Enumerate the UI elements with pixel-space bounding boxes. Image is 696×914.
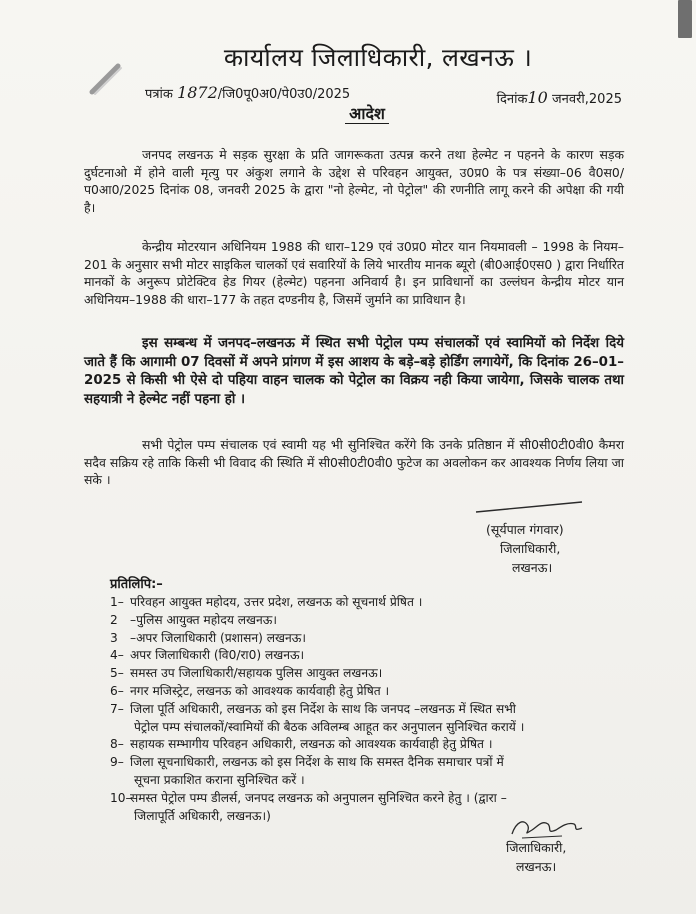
copy-to-list xyxy=(110,594,610,825)
signature-stroke xyxy=(474,500,584,514)
list-item: 10– समस्त पेट्रोल पम्प डीलर्स, जनपद लखनऊ को अनुपालन सुनिश्चित करने हेतु । (द्वारा – xyxy=(110,790,507,805)
list-item: 6– नगर मजिस्ट्रेट, लखनऊ को आवश्यक कार्यवाही हेतु प्रेषित । xyxy=(110,683,390,698)
handwritten-ref-number: 1872 xyxy=(177,83,218,102)
paragraph-3-directive: इस सम्बन्ध में जनपद–लखनऊ में स्थित सभी पेट्रोल पम्प संचालकों एवं स्वामियों को निर्देश दिये जाते हैं कि आगामी 07 दिवसों में अपने प्रांगण में इस आशय के बड़े–बड़े होर्डिंग लगायेगें, कि दिनांक 26–01–2025 से किसी भी ऐसे दो पहिया वाहन चालक को पेट्रोल का विक्रय नही किया जायेगा, जिसके चालक तथा सहयात्री ने हेल्मेट नहीं पहना हो । xyxy=(84,336,624,407)
reference-number: पत्रांक 1872/जि0पू0अ0/पे0उ0/2025 xyxy=(145,83,351,102)
list-item-continuation: जिलापूर्ति अधिकारी, लखनऊ।) xyxy=(134,808,271,823)
copy-to-label: प्रतिलिपि:– xyxy=(110,577,163,592)
list-item: 5– समस्त उप जिलाधिकारी/सहायक पुलिस आयुक्त लखनऊ। xyxy=(110,666,383,681)
handwritten-date-day: 10 xyxy=(527,88,548,107)
signatory-place: लखनऊ। xyxy=(516,859,557,874)
signatory-name: (सूर्यपाल गंगवार) xyxy=(486,522,564,537)
signature-block-1 xyxy=(486,520,564,577)
office-heading: कार्यालय जिलाधिकारी, लखनऊ । xyxy=(223,43,533,72)
list-item: 4– अपर जिलाधिकारी (वि0/रा0) लखनऊ। xyxy=(110,648,305,663)
paragraph-4: सभी पेट्रोल पम्प संचालक एवं स्वामी यह भी सुनिश्चित करेंगे कि उनके प्रतिष्ठान में सी0सी0टी0वी0 कैमरा सदैव सक्रिय रहे ताकि किसी भी विवाद की स्थिति में सी0सी0टी0वी0 फुटेज का अवलोकन कर आवश्यक निर्णय लिया जा सके । xyxy=(84,437,624,488)
order-date: दिनांक10 जनवरी,2025 xyxy=(496,88,622,107)
page-edge-mark xyxy=(678,0,692,38)
list-item: 8– सहायक सम्भागीय परिवहन अधिकारी, लखनऊ को आवश्यक कार्यवाही हेतु प्रेषित । xyxy=(110,737,493,752)
list-item-continuation: सूचना प्रकाशित कराना सुनिश्चित करें । xyxy=(134,772,305,787)
paragraph-2: केन्द्रीय मोटरयान अधिनियम 1988 की धारा–129 एवं उ0प्र0 मोटर यान नियमावली – 1998 के नियम–201 के अनुसार सभी मोटर साइकिल चालकों एवं सवारियों के लिये भारतीय मानक ब्यूरो (बी0आई0एस0 ) द्वारा निर्धारित मानकों के अनुरूप प्रोटेक्टिव हेड गियर (हेल्मेट) पहनना अनिवार्य है। इन प्राविधानों का उल्लंघन केन्द्रीय मोटर यान अधिनियम–1988 की धारा–177 के तहत दण्डनीय है, जिसमें जुर्माने का प्राविधान है। xyxy=(84,239,624,307)
signature-block-2 xyxy=(506,838,566,876)
list-item: 2 –पुलिस आयुक्त महोदय लखनऊ। xyxy=(110,612,277,627)
list-item: 7– जिला पूर्ति अधिकारी, लखनऊ को इस निर्देश के साथ कि जनपद –लखनऊ में स्थित सभी xyxy=(110,701,516,716)
list-item: 9– जिला सूचनाधिकारी, लखनऊ को इस निर्देश के साथ कि समस्त दैनिक समाचार पत्रों में xyxy=(110,755,504,770)
signatory-designation: जिलाधिकारी, xyxy=(506,840,567,855)
paragraph-1: जनपद लखनऊ मे सड़क सुरक्षा के प्रति जागरूकता उत्पन्न करने तथा हेल्मेट न पहनने के कारण सड़क दुर्घटनाओ में होने वाली मृत्यु पर अंकुश लगाने के उद्देश से परिवहन आयुक्त, उ0प्र0 के पत्र संख्या–06 वै0स0/प0आ0/2025 दिनांक 08, जनवरी 2025 के द्वारा "नो हेल्मेट, नो पेट्रोल" की रणनीति लागू करने की अपेक्षा की गयी है। xyxy=(84,147,624,215)
order-title: आदेश xyxy=(0,102,696,124)
list-item-continuation: पेट्रोल पम्प संचालकों/स्वामियों की बैठक अविलम्ब आहूत कर अनुपालन सुनिश्चित करायें । xyxy=(134,719,525,734)
signatory-place: लखनऊ। xyxy=(512,560,553,575)
signatory-designation: जिलाधिकारी, xyxy=(500,541,561,556)
list-item: 3 –अपर जिलाधिकारी (प्रशासन) लखनऊ। xyxy=(110,630,306,645)
list-item: 1– परिवहन आयुक्त महोदय, उत्तर प्रदेश, लखनऊ को सूचनार्थ प्रेषित । xyxy=(110,595,423,609)
